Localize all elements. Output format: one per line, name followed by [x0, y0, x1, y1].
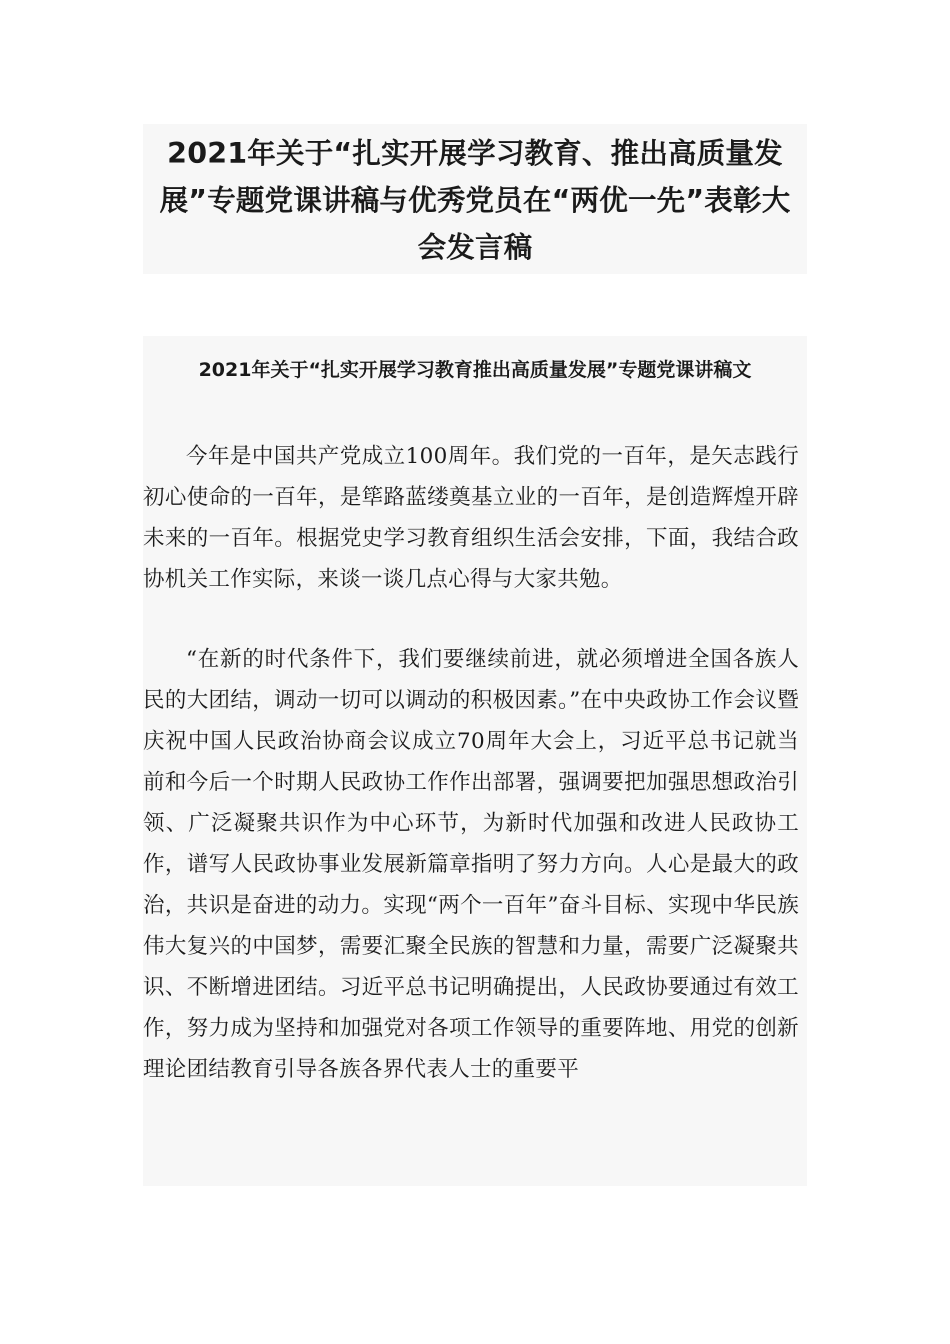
paragraph-1: 今年是中国共产党成立100周年。我们党的一百年，是矢志践行初心使命的一百年，是筚路蓝缕奠基立业的一百年，是创造辉煌开辟未来的一百年。根据党史学习教育组织生活会安排，下面，我结合政协机关工作实际，来谈一谈几点心得与大家共勉。 [143, 444, 799, 592]
paragraph-2: “在新的时代条件下，我们要继续前进，就必须增进全国各族人民的大团结，调动一切可以调动的积极因素。”在中央政协工作会议暨庆祝中国人民政治协商会议成立70周年大会上，习近平总书记就当前和今后一个时期人民政协工作作出部署，强调要把加强思想政治引领、广泛凝聚共识作为中心环节，为新时代加强和改进人民政协工作，谱写人民政协事业发展新篇章指明了努力方向。人心是最大的政治，共识是奋进的动力。实现“两个一百年”奋斗目标、实现中华民族伟大复兴的中国梦，需要汇聚全民族的智慧和力量，需要广泛凝聚共识、不断增进团结。习近平总书记明确提出，人民政协要通过有效工作，努力成为坚持和加强党对各项工作领导的重要阵地、用党的创新理论团结教育引导各族各界代表人士的重要平 [143, 647, 799, 1082]
section-heading: 2021年关于“扎实开展学习教育推出高质量发展”专题党课讲稿文 [198, 359, 752, 381]
document-title: 2021年关于“扎实开展学习教育、推出高质量发展”专题党课讲稿与优秀党员在“两优一先”表彰大会发言稿 [159, 137, 791, 264]
document-body [143, 336, 807, 1186]
title-block [143, 124, 807, 274]
